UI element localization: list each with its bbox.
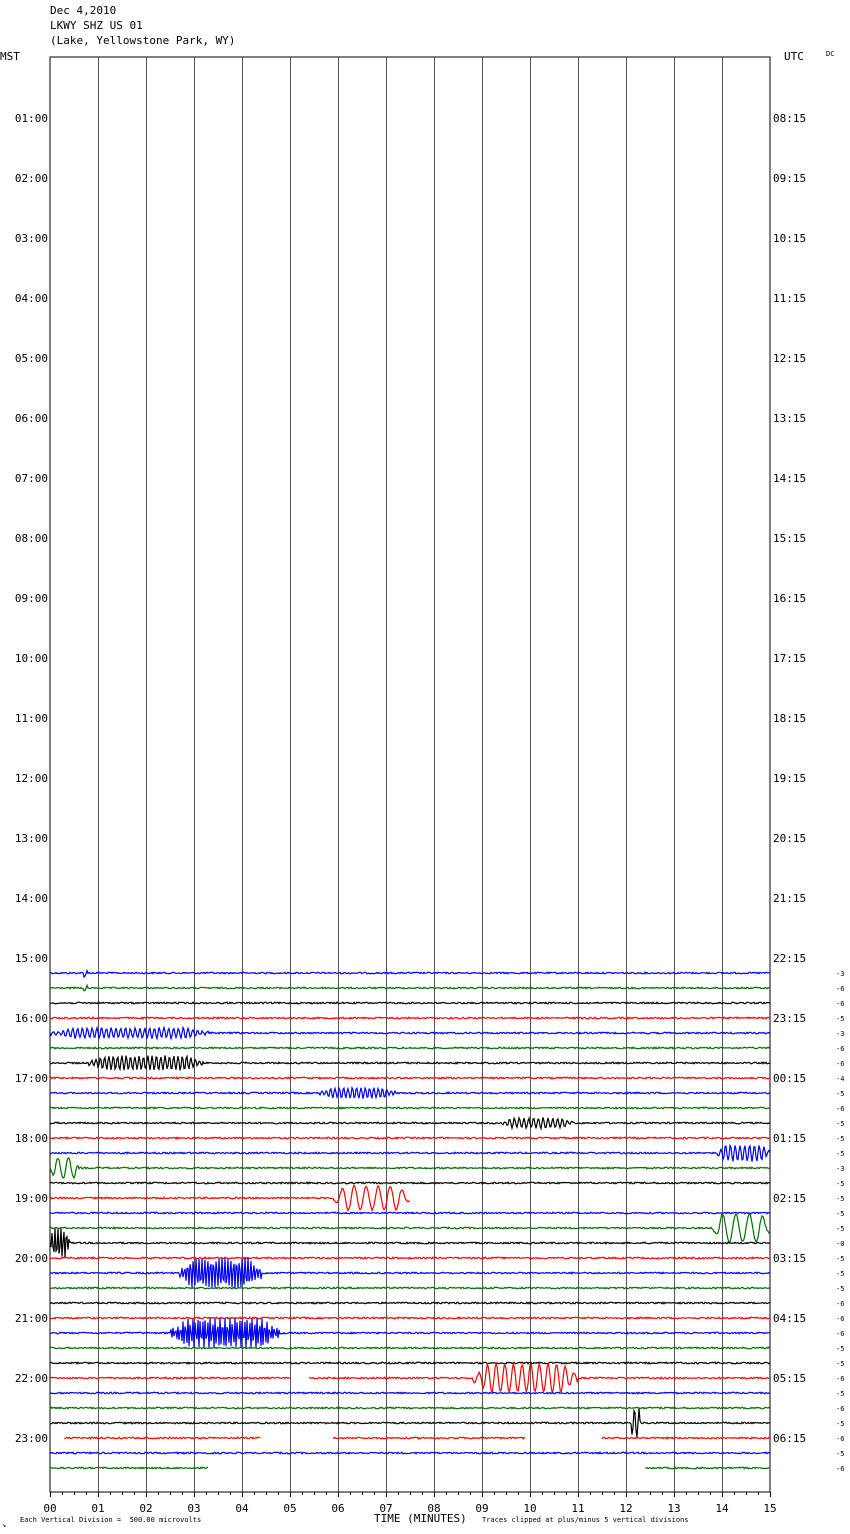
utc-hour-label: 16:15: [773, 592, 807, 605]
trace-gain-label: -6: [836, 1375, 845, 1383]
trace-row-88-seg-1: [309, 1364, 769, 1393]
utc-hour-label: 20:15: [773, 832, 807, 845]
trace-gain-label: -5: [836, 1120, 845, 1128]
mst-hour-label: 14:00: [14, 892, 48, 905]
trace-gain-label: -6: [836, 1060, 845, 1068]
trace-row-86-seg-0: [50, 1347, 770, 1349]
x-tick-label-00: 00: [43, 1502, 57, 1515]
x-tick-label-12: 12: [619, 1502, 633, 1515]
clip-note: Traces clipped at plus/minus 5 vertical divisions: [482, 1516, 689, 1524]
corner-mark: ↘: [2, 1521, 7, 1529]
trace-gain-label: -6: [836, 1045, 845, 1053]
mst-hour-label: 15:00: [14, 952, 48, 965]
trace-gain-label: -5: [836, 1180, 845, 1188]
corner-tag: DC: [826, 50, 835, 58]
x-axis-title: TIME (MINUTES): [374, 1512, 467, 1525]
mst-hour-label: 01:00: [14, 112, 48, 125]
utc-hour-label: 04:15: [773, 1312, 807, 1325]
mst-hour-label: 10:00: [14, 652, 48, 665]
x-tick-label-15: 15: [763, 1502, 777, 1515]
trace-gain-label: -6: [836, 1435, 845, 1443]
trace-gain-label: -5: [836, 1090, 845, 1098]
trace-gain-label: -5: [836, 1150, 845, 1158]
trace-row-84-seg-0: [50, 1317, 770, 1319]
trace-gain-label: -3: [836, 1030, 845, 1038]
trace-row-78-seg-0: [50, 1214, 770, 1243]
x-tick-label-13: 13: [667, 1502, 681, 1515]
trace-row-90-seg-0: [50, 1407, 770, 1409]
mst-hour-label: 19:00: [14, 1192, 48, 1205]
trace-row-68-seg-0: [50, 1077, 770, 1079]
x-tick-label-05: 05: [283, 1502, 297, 1515]
trace-gain-label: -6: [836, 1105, 845, 1113]
utc-hour-label: 10:15: [773, 232, 807, 245]
mst-hour-label: 18:00: [14, 1132, 48, 1145]
trace-row-74-seg-0: [50, 1158, 770, 1178]
trace-gain-label: -5: [836, 1390, 845, 1398]
trace-gain-label: -5: [836, 1195, 845, 1203]
utc-hour-label: 09:15: [773, 172, 807, 185]
utc-hour-label: 19:15: [773, 772, 807, 785]
mst-hour-label: 17:00: [14, 1072, 48, 1085]
trace-gain-label: -6: [836, 1405, 845, 1413]
utc-hour-label: 17:15: [773, 652, 807, 665]
trace-gain-label: -3: [836, 970, 845, 978]
trace-row-91-seg-0: [50, 1409, 770, 1437]
mst-hour-label: 09:00: [14, 592, 48, 605]
trace-gain-label: -6: [836, 1465, 845, 1473]
trace-gain-label: -5: [836, 1255, 845, 1263]
trace-gain-label: -5: [836, 1345, 845, 1353]
mst-hour-label: 11:00: [14, 712, 48, 725]
trace-gain-label: -3: [836, 1165, 845, 1173]
trace-row-94-seg-0: [50, 1467, 208, 1469]
trace-row-73-seg-0: [50, 1145, 770, 1161]
trace-gain-label: -5: [836, 1360, 845, 1368]
trace-row-61-seg-0: [50, 971, 770, 977]
trace-row-85-seg-0: [50, 1318, 770, 1349]
trace-gain-label: -6: [836, 1315, 845, 1323]
trace-gain-label: -5: [836, 1015, 845, 1023]
trace-gain-label: -5: [836, 1135, 845, 1143]
trace-row-79-seg-0: [50, 1229, 770, 1258]
trace-row-82-seg-0: [50, 1287, 770, 1289]
utc-hour-label: 11:15: [773, 292, 807, 305]
x-tick-label-14: 14: [715, 1502, 729, 1515]
trace-gain-label: -5: [836, 1285, 845, 1293]
utc-hour-label: 15:15: [773, 532, 807, 545]
mst-hour-label: 13:00: [14, 832, 48, 845]
mst-hour-label: 21:00: [14, 1312, 48, 1325]
trace-gain-label: -5: [836, 1225, 845, 1233]
trace-gain-label: -4: [836, 1075, 845, 1083]
trace-row-63-seg-0: [50, 1002, 770, 1004]
scale-note: Each Vertical Division = 500.00 microvolts: [20, 1516, 202, 1524]
mst-hour-label: 07:00: [14, 472, 48, 485]
trace-row-94-seg-1: [645, 1467, 769, 1469]
utc-hour-label: 14:15: [773, 472, 807, 485]
x-tick-label-08: 08: [427, 1502, 441, 1515]
trace-gain-label: -5: [836, 1270, 845, 1278]
x-tick-label-11: 11: [571, 1502, 585, 1515]
trace-row-81-seg-0: [50, 1257, 770, 1288]
x-tick-label-10: 10: [523, 1502, 537, 1515]
mst-hour-label: 06:00: [14, 412, 48, 425]
mst-hour-label: 20:00: [14, 1252, 48, 1265]
trace-row-67-seg-0: [50, 1055, 770, 1070]
trace-row-92-seg-0: [64, 1437, 260, 1439]
trace-row-72-seg-0: [50, 1137, 770, 1139]
trace-row-83-seg-0: [50, 1302, 770, 1304]
x-tick-label-06: 06: [331, 1502, 345, 1515]
x-tick-label-04: 04: [235, 1502, 249, 1515]
trace-row-62-seg-0: [50, 985, 770, 991]
left-timezone-label: MST: [0, 50, 20, 63]
mst-hour-label: 02:00: [14, 172, 48, 185]
trace-gain-label: -5: [836, 1420, 845, 1428]
trace-row-87-seg-0: [50, 1362, 770, 1364]
mst-hour-label: 22:00: [14, 1372, 48, 1385]
trace-gain-label: -5: [836, 1450, 845, 1458]
trace-row-93-seg-0: [50, 1452, 770, 1454]
mst-hour-label: 08:00: [14, 532, 48, 545]
x-tick-label-01: 01: [91, 1502, 105, 1515]
x-tick-label-03: 03: [187, 1502, 201, 1515]
trace-row-92-seg-1: [333, 1437, 525, 1439]
utc-hour-label: 13:15: [773, 412, 807, 425]
trace-gain-label: -5: [836, 1210, 845, 1218]
utc-hour-label: 03:15: [773, 1252, 807, 1265]
trace-row-80-seg-0: [50, 1257, 770, 1259]
trace-gain-label: -6: [836, 1000, 845, 1008]
trace-gain-label: -6: [836, 985, 845, 993]
trace-row-69-seg-0: [50, 1088, 770, 1099]
utc-hour-label: 22:15: [773, 952, 807, 965]
utc-hour-label: 12:15: [773, 352, 807, 365]
x-tick-label-02: 02: [139, 1502, 153, 1515]
mst-hour-label: 05:00: [14, 352, 48, 365]
right-timezone-label: UTC: [784, 50, 804, 63]
utc-hour-label: 01:15: [773, 1132, 807, 1145]
station-code: LKWY SHZ US 01: [50, 19, 143, 32]
utc-hour-label: 06:15: [773, 1432, 807, 1445]
trace-row-64-seg-0: [50, 1017, 770, 1019]
utc-hour-label: 05:15: [773, 1372, 807, 1385]
mst-hour-label: 04:00: [14, 292, 48, 305]
trace-row-77-seg-0: [50, 1212, 770, 1214]
trace-gain-label: -6: [836, 1300, 845, 1308]
x-tick-label-07: 07: [379, 1502, 393, 1515]
trace-row-75-seg-0: [50, 1182, 770, 1184]
trace-row-88-seg-0: [50, 1377, 290, 1379]
utc-hour-label: 18:15: [773, 712, 807, 725]
x-tick-label-09: 09: [475, 1502, 489, 1515]
trace-row-89-seg-0: [50, 1392, 770, 1394]
utc-hour-label: 21:15: [773, 892, 807, 905]
trace-gain-label: -6: [836, 1330, 845, 1338]
plot-frame: [50, 57, 770, 1492]
trace-row-65-seg-0: [50, 1027, 770, 1038]
utc-hour-label: 23:15: [773, 1012, 807, 1025]
trace-row-66-seg-0: [50, 1047, 770, 1049]
utc-hour-label: 02:15: [773, 1192, 807, 1205]
utc-hour-label: 08:15: [773, 112, 807, 125]
trace-gain-label: -0: [836, 1240, 845, 1248]
plot-date: Dec 4,2010: [50, 4, 117, 17]
utc-hour-label: 00:15: [773, 1072, 807, 1085]
trace-row-70-seg-0: [50, 1107, 770, 1109]
mst-hour-label: 23:00: [14, 1432, 48, 1445]
mst-hour-label: 03:00: [14, 232, 48, 245]
mst-hour-label: 16:00: [14, 1012, 48, 1025]
mst-hour-label: 12:00: [14, 772, 48, 785]
station-location: (Lake, Yellowstone Park, WY): [50, 34, 236, 47]
trace-row-71-seg-0: [50, 1117, 770, 1128]
trace-row-92-seg-2: [602, 1437, 770, 1439]
trace-row-76-seg-0: [50, 1186, 410, 1211]
